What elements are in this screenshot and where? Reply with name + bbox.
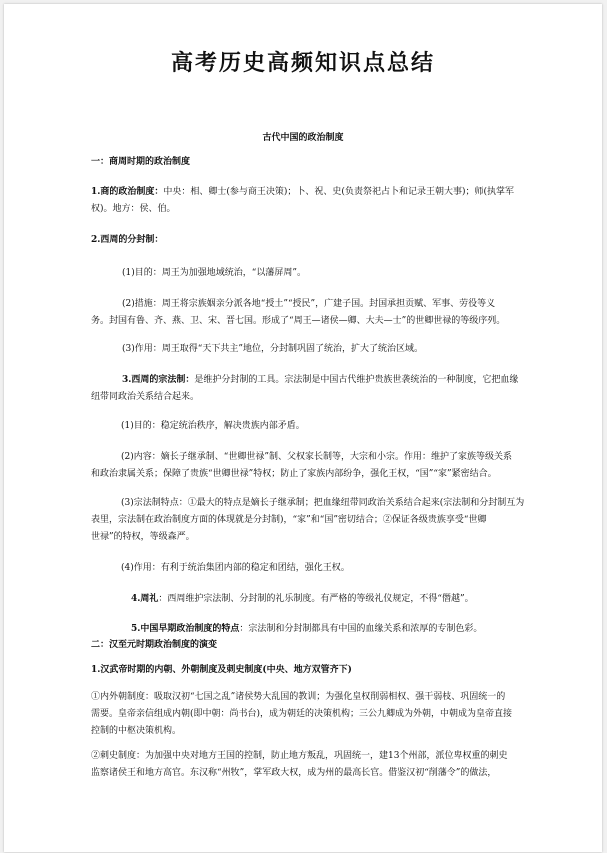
paragraph-neiwaichao-line3: 控制的中枢决策机构。 — [91, 726, 182, 736]
paragraph-zongfa-content-line1: (2)内容：嫡长子继承制、“世卿世禄”制、父权家长制等，大宗和小宗。作用：维护了家族等级关系 — [121, 452, 512, 462]
paragraph-zongfa-content-line2: 和政治隶属关系；保障了贵族“世卿世禄”特权；防止了家族内部纷争，强化王权，“国”“家”紧密结合。 — [91, 469, 497, 479]
paragraph-zongfa-label: 3.西周的宗法制： — [122, 375, 195, 385]
paragraph-zongfa-effect: (4)作用：有利于统治集团内部的稳定和团结，强化王权。 — [121, 563, 350, 573]
paragraph-zongfa-features-line1: (3)宗法制特点：①最大的特点是嫡长子继承制；把血缘纽带同政治关系结合起来(宗法制和分封制互为 — [121, 498, 525, 508]
page-title: 高考历史高频知识点总结 — [170, 51, 435, 76]
paragraph-neiwaichao-line2: 需要。皇帝亲信组成内朝(即中朝：尚书台)，成为朝廷的决策机构；三公九卿成为外朝，中朝成为皇帝直接 — [91, 709, 513, 719]
paragraph-cishi-line1: ②刺史制度：为加强中央对地方王国的控制，防止地方叛乱，巩固统一，建13个州部，派位卑权重的刺史 — [91, 751, 508, 761]
paragraph-early-features — [131, 621, 561, 638]
paragraph-early-features-label: 5.中国早期政治制度的特点 — [131, 624, 240, 634]
paragraph-zongfa-text: 是维护分封制的工具。宗法制是中国古代维护贵族世袭统治的一种制度，它把血缘 — [194, 375, 519, 385]
paragraph-shang-line2: 权)。地方：侯、伯。 — [91, 204, 176, 214]
section-heading: 古代中国的政治制度 — [262, 133, 344, 143]
paragraph-shang-line1 — [91, 184, 521, 201]
paragraph-zhouli-label: 4.周礼 — [131, 594, 159, 604]
paragraph-zhouli-text: ：西周维护宗法制、分封制的礼乐制度。有严格的等级礼仪规定，不得“僭越”。 — [158, 594, 474, 604]
paragraph-early-features-text: ：宗法制和分封制都具有中国的血缘关系和浓厚的专制色彩。 — [239, 624, 483, 634]
heading-fenfeng: 2.西周的分封制： — [91, 235, 164, 245]
paragraph-zongfa-line2: 纽带同政治关系结合起来。 — [91, 392, 200, 402]
paragraph-fenfeng-measures-line1: (2)措施：周王将宗族姻亲分派各地“授土”“授民”，广建子国。封国承担贡赋、军事、劳役等义 — [122, 299, 496, 309]
paragraph-fenfeng-purpose: (1)目的：周王为加强地域统治，“以藩屏周”。 — [122, 268, 306, 278]
paragraph-zhouli — [131, 591, 561, 608]
paragraph-cishi-line2: 监察诸侯王和地方高官。东汉称“州牧”，掌军政大权，成为州的最高长官。借鉴汉初“削藩令”的做法， — [91, 768, 497, 778]
heading-shang-zhou: 一：商周时期的政治制度 — [91, 157, 191, 167]
paragraph-shang-label: 1.商的政治制度： — [91, 187, 164, 197]
paragraph-zongfa-features-line2: 表里，宗法制在政治制度方面的体现就是分封制)，“家”和“国”密切结合；②保证各级贵族享受“世卿 — [91, 515, 487, 525]
paragraph-zongfa-purpose: (1)目的：稳定统治秩序，解决贵族内部矛盾。 — [121, 421, 305, 431]
heading-han-wudi: 1.汉武帝时期的内朝、外朝制度及刺史制度(中央、地方双管齐下) — [91, 665, 352, 675]
paragraph-shang-text: 中央：相、卿士(参与商王决策)；卜、祝、史(负责祭祀占卜和记录王朝大事)；师(执掌军 — [163, 187, 514, 197]
paragraph-neiwaichao-line1: ①内外朝制度：吸取汉初“七国之乱”诸侯势大乱国的教训；为强化皇权削弱相权、强干弱枝、巩固统一的 — [91, 692, 506, 702]
paragraph-fenfeng-measures-line2: 务。封国有鲁、齐、燕、卫、宋、晋七国。形成了“周王—诸侯—卿、大夫—士”的世卿世禄的等级序列。 — [91, 316, 506, 326]
paragraph-zongfa-line1 — [122, 372, 552, 389]
document-page — [4, 4, 602, 852]
paragraph-zongfa-features-line3: 世禄”的特权，等级森严。 — [91, 532, 195, 542]
heading-han-yuan: 二：汉至元时期政治制度的演变 — [91, 640, 218, 650]
paragraph-fenfeng-effect: (3)作用：周王取得“天下共主”地位，分封制巩固了统治，扩大了统治区域。 — [122, 344, 423, 354]
